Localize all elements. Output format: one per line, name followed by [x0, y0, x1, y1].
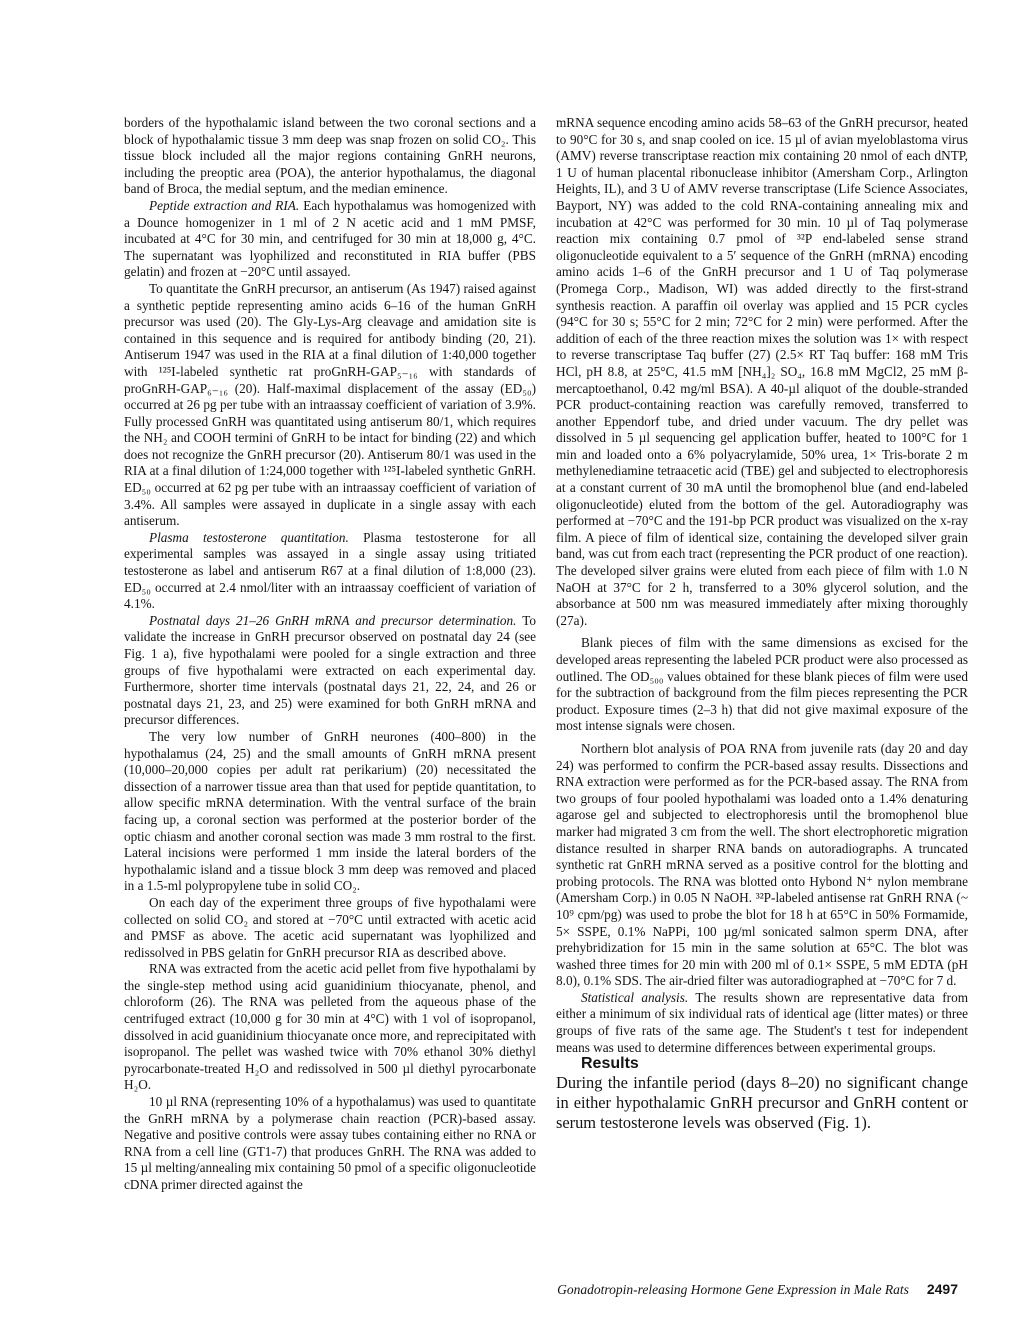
paragraph: borders of the hypothalamic island between the two coronal sections and a block of hypothalamic tissue 3 mm deep was snap frozen on solid CO₂. This tissue block included all the major regions containing GnRH neurons, including the preoptic area (POA), the anterior hypothalamus, the diagonal band of Broca, the medial septum, and the median eminence.	[124, 115, 536, 197]
right-column	[556, 115, 968, 1134]
paragraph-text: Plasma testosterone for all experimental samples was assayed in a single assay using tritiated testosterone as label and antiserum R67 at a final dilution of 1:8,000 (23). ED₅₀ occurred at 2.4 nmol/liter with an intraassay coefficient of variation of 4.1%.	[124, 529, 536, 612]
paragraph-statistics	[556, 990, 968, 1056]
left-column	[124, 115, 536, 1194]
results-heading: Results	[581, 1055, 639, 1073]
paragraph: 10 µl RNA (representing 10% of a hypothalamus) was used to quantitate the GnRH mRNA by a polymerase chain reaction (PCR)-based assay. Negative and positive controls were assay tubes containing either no RNA or RNA from a cell line (GT1-7) that produces GnRH. The RNA was added to 15 µl melting/annealing mix containing 50 pmol of a specific oligonucleotide cDNA primer directed against the	[124, 1094, 536, 1192]
subheading: Statistical analysis.	[581, 989, 689, 1005]
subheading: Plasma testosterone quantitation.	[149, 529, 349, 545]
subheading: Postnatal days 21–26 GnRH mRNA and precursor determination.	[149, 612, 517, 628]
paragraph-text: To validate the increase in GnRH precursor observed on postnatal day 24 (see Fig. 1 a), five hypothalami were pooled for a single extraction and three groups of five hypothalami were extracted on each experimental day. Furthermore, shorter time intervals (postnatal days 21, 22, 24, and 26 or postnatal days 21, 23, and 25) were examined for both GnRH mRNA and precursor differences.	[124, 612, 536, 728]
paragraph: mRNA sequence encoding amino acids 58–63 of the GnRH precursor, heated to 90°C for 30 s, and snap cooled on ice. 15 µl of avian myeloblastoma virus (AMV) reverse transcriptase reaction mix containing 20 nmol of each dNTP, 1 U of human placental ribonuclease inhibitor (Amersham Corp., Arlington Heights, IL), and 3 U of AMV reverse transcriptase (Life Science Associates, Bayport, NY) was added to the cold RNA-containing annealing mix and incubation at 42°C was performed for 30 min. 10 µl of Taq polymerase reaction mix containing 0.7 pmol of ³²P end-labeled sense strand oligonucleotide equivalent to a 5′ sequence of the GnRH (mRNA) encoding amino acids 1–6 of the GnRH precursor and 1 U of Taq polymerase (Promega Corp., Madison, WI) was added directly to the first-strand synthesis reaction. A paraffin oil overlay was applied and 15 PCR cycles (94°C for 30 s; 55°C for 2 min; 72°C for 2 min) were performed. After the addition of each of the three reaction mixes the solution was 1× with respect to reverse transcriptase Taq buffer (27) (2.5× RT Taq buffer: 168 mM Tris HCl, pH 8.8, at 25°C, 41.5 mM [NH₄]₂ SO₄, 16.8 mM MgCl2, 25 mM β-mercaptoethanol, 0.42 mg/ml BSA). A 40-µl aliquot of the double-stranded PCR product-containing reaction was carefully removed, transferred to another Eppendorf tube, and dried under vacuum. The dry pellet was dissolved in 5 µl sequencing gel application buffer, heated to 100°C for 1 min and loaded onto a 6% polyacrylamide, 50% urea, 1× Tris-borate 2 m methylenediamine tetraacetic acid (TBE) gel and subjected to electrophoresis at a constant current of 30 mA until the bromophenol blue (and end-labeled oligonucleotide) eluted from the bottom of the gel. Autoradiography was performed at −70°C and the 191-bp PCR product was visualized on the x-ray film. A piece of film of identical size, containing the developed silver grain band, was cut from each tract (representing the PCR product of one reaction). The developed silver grains were eluted from each piece of film with 1.0 N NaOH at 37°C for 2 h, transferred to a 30% glycerol solution, and the absorbance at 500 nm was measured immediately after mixing thoroughly (27a).	[556, 115, 968, 628]
subheading: Peptide extraction and RIA.	[149, 197, 300, 213]
paragraph-peptide-extraction	[124, 198, 536, 281]
running-title: Gonadotropin-releasing Hormone Gene Expression in Male Rats	[557, 1282, 909, 1297]
paragraph-text: The results shown are representative data from either a minimum of six individual rats of identical age (litter mates) or three groups of five rats of the same age. The Student's t test for independent means was used to determine differences between experimental groups.	[556, 989, 968, 1055]
paragraph: RNA was extracted from the acetic acid pellet from five hypothalami by the single-step method using acid guanidinium thiocyanate, phenol, and chloroform (26). The RNA was pelleted from the aqueous phase of the centrifuged extract (10,000 g for 30 min at 4°C) with 1 vol of isopropanol, dissolved in acid guanidinium thiocyanate once more, and reprecipitated with isopropanol. The pellet was washed twice with 70% ethanol 30% diethyl pyrocarbonate-treated H₂O and redissolved in 500 µl diethyl pyrocarbonate H₂O.	[124, 961, 536, 1093]
paragraph: On each day of the experiment three groups of five hypothalami were collected on solid CO₂ and stored at −70°C until extracted with acetic acid and PMSF as above. The acetic acid supernatant was lyophilized and redissolved in PBS gelatin for GnRH precursor RIA as described above.	[124, 894, 536, 960]
paragraph: The very low number of GnRH neurones (400–800) in the hypothalamus (24, 25) and the small amounts of GnRH mRNA present (10,000–20,000 copies per adult rat perikarium) (20) necessitated the dissection of a narrower tissue area than that used for peptide quantitation, to allow specific mRNA determination. With the ventral surface of the brain facing up, a coronal section was performed at the posterior border of the optic chiasm and another coronal section was made 3 mm rostral to the first. Lateral incisions were performed 1 mm inside the lateral borders of the hypothalamic island and a tissue block 3 mm deep was removed and placed in a 1.5-ml polypropylene tube in solid CO₂.	[124, 728, 536, 894]
running-footer	[0, 1281, 958, 1298]
paragraph: To quantitate the GnRH precursor, an antiserum (As 1947) raised against a synthetic peptide representing amino acids 6–16 of the human GnRH precursor was used (20). The Gly-Lys-Arg cleavage and amidation site is contained in this sequence and is required for antibody binding (20, 21). Antiserum 1947 was used in the RIA at a final dilution of 1:40,000 together with ¹²⁵I-labeled synthetic rat proGnRH-GAP₅₋₁₆ with standards of proGnRH-GAP₆₋₁₆ (20). Half-maximal displacement of the assay (ED₅₀) occurred at 26 pg per tube with an intraassay coefficient of variation of 3.9%. Fully processed GnRH was quantitated using antiserum 80/1, which requires the NH₂ and COOH termini of GnRH to be intact for binding (22) and which does not recognize the GnRH precursor (20). Antiserum 80/1 was used in the RIA at a final dilution of 1:24,000 together with ¹²⁵I-labeled synthetic GnRH. ED₅₀ occurred at 62 pg per tube with an intraassay coefficient of variation of 3.4%. All samples were assayed in duplicate in a single assay with each antiserum.	[124, 280, 536, 529]
paragraph-postnatal	[124, 613, 536, 729]
paragraph-testosterone	[124, 530, 536, 613]
paragraph-text: Each hypothalamus was homogenized with a Dounce homogenizer in 1 ml of 2 N acetic acid and 1 mM PMSF, incubated at 4°C for 30 min, and centrifuged for 30 min at 18,000 g, 4°C. The supernatant was lyophilized and reconstituted in RIA buffer (PBS gelatin) and frozen at −20°C until assayed.	[124, 197, 536, 280]
results-paragraph: During the infantile period (days 8–20) no significant change in either hypothalamic GnRH precursor and GnRH content or serum testosterone levels was observed (Fig. 1).	[556, 1072, 968, 1133]
paragraph: Blank pieces of film with the same dimensions as excised for the developed areas representing the labeled PCR product were also processed as outlined. The OD₅₀₀ values obtained for these blank pieces of film were used for the subtraction of background from the film pieces representing the PCR product. Exposure times (2–3 h) that did not give maximal exposure of the most intense signals were chosen.	[556, 635, 968, 734]
page-number: 2497	[926, 1281, 958, 1297]
paragraph: Northern blot analysis of POA RNA from juvenile rats (day 20 and day 24) was performed to confirm the PCR-based assay results. Dissections and RNA extraction were performed as for the PCR-based assay. The RNA from two groups of four pooled hypothalami was loaded onto a 1.4% denaturing agarose gel and subjected to electrophoresis until the bromophenol blue marker had migrated 3 cm from the well. The short electrophoretic migration distance resulted in sharper RNA bands on autoradiographs. A truncated synthetic rat GnRH mRNA served as a positive control for the blotting and probing protocols. The RNA was blotted onto Hybond N⁺ nylon membrane (Amersham Corp.) in 0.05 N NaOH. ³²P-labeled antisense rat GnRH RNA (~ 10⁹ cpm/pg) was used to probe the blot for 18 h at 65°C in 50% Formamide, 5× SSPE, 0.1% NaPPi, 100 µg/ml sonicated salmon sperm DNA, after prehybridization for 15 min in the same solution at 65°C. The blot was washed three times for 20 min with 200 ml of 0.1× SSPE, 5 mM EDTA (pH 8.0), 0.1% SDS. The air-dried filter was autoradiographed at −70°C for 7 d.	[556, 740, 968, 989]
